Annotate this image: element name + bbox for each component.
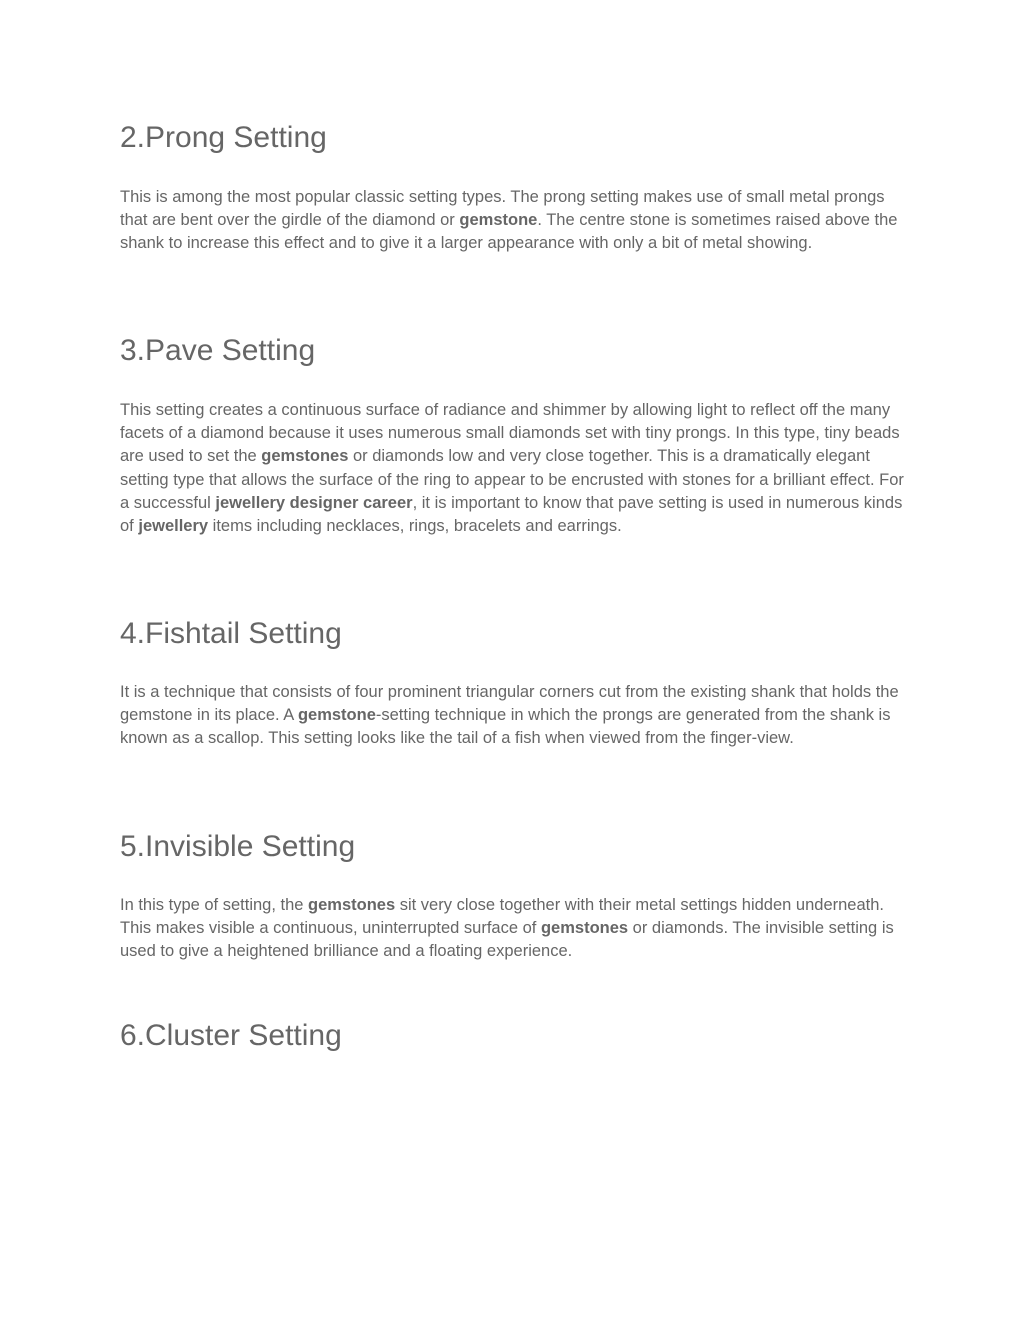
bold-term-gemstones: gemstones [261, 447, 349, 466]
text-run: sit very close together with their metal settings hidden underneath. This makes visible a continuous, uninterrupted surface of [120, 896, 884, 938]
heading-invisible-setting: 5.Invisible Setting [120, 830, 356, 863]
text-run: This setting creates a continuous surface of radiance and shimmer by allowing light to reflect off the many facets of a diamond because it uses numerous small diamonds set with tiny prongs. In this type, tiny beads are used to set the [120, 401, 900, 466]
heading-cluster-setting: 6.Cluster Setting [120, 1019, 342, 1052]
text-run: , it is important to know that pave setting is used in numerous kinds of [120, 493, 903, 536]
heading-fishtail-setting: 4.Fishtail Setting [120, 617, 342, 650]
heading-pave-setting: 3.Pave Setting [120, 334, 316, 367]
text-run: In this type of setting, the [120, 896, 309, 914]
text-run: . The centre stone is sometimes raised above the shank to increase this effect and to give it a larger appearance with only a bit of metal showing. [120, 211, 898, 253]
paragraph-prong-setting [120, 186, 910, 256]
bold-term-gemstones: gemstones [308, 896, 396, 914]
text-run: or diamonds. The invisible setting is used to give a heightened brilliance and a floating experience. [120, 919, 894, 961]
bold-term-gemstone: gemstone [297, 706, 376, 725]
text-run: This is among the most popular classic setting types. The prong setting makes use of small metal prongs that are bent over the girdle of the diamond or [120, 188, 885, 230]
paragraph-pave-setting [120, 399, 910, 538]
text-run: -setting technique in which the prongs are generated from the shank is known as a scallop. This setting looks like the tail of a fish when viewed from the finger-view. [120, 706, 891, 748]
bold-term-gemstone: gemstone [459, 211, 538, 230]
bold-term-gemstones: gemstones [540, 919, 629, 938]
bold-term-jewellery: jewellery [138, 517, 209, 536]
paragraph-invisible-setting [120, 894, 910, 964]
text-run: It is a technique that consists of four prominent triangular corners cut from the existing shank that holds the gemstone in its place. A [120, 683, 899, 725]
paragraph-fishtail-setting [120, 681, 910, 751]
text-run: items including necklaces, rings, bracelets and earrings. [208, 517, 622, 536]
heading-prong-setting: 2.Prong Setting [120, 121, 327, 154]
text-run: or diamonds low and very close together. This is a dramatically elegant setting type that allows the surface of the ring to appear to be encrusted with stones for a brilliant effect. For a successful [120, 447, 904, 512]
bold-term-jewellery-designer-career: jewellery designer career [215, 493, 413, 512]
